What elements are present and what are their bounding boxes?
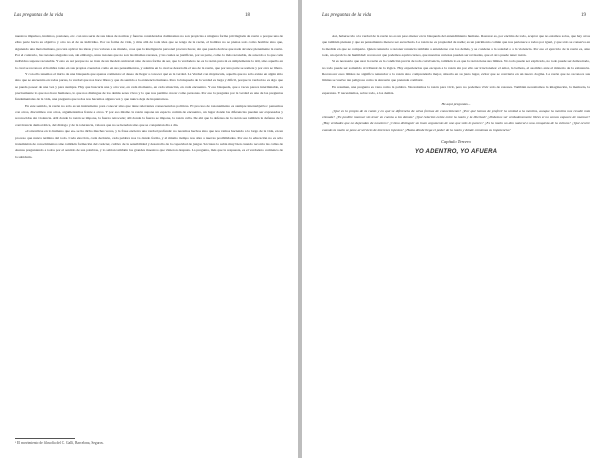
running-title: Las preguntas de la vida	[14, 13, 64, 18]
left-page-body	[15, 33, 283, 160]
paragraph: Y con ello tenemos el inicio de una búsqueda que apenas comienza: el deseo de llegar a conocer qué es la verdad. La Verdad con mayúscula, aquella que no sólo existe en algún sitio sino que se encuentra en todas partes, la verdad que nos hace libres y que da sentido a la existencia humana. Pero la búsqueda de la verdad es larga y difícil, porque la verdad no es algo que se pueda poseer de una vez y para siempre. Hay que buscarla una y otra vez, en cada momento, en cada situación, en cada encuentro. Y esa búsqueda, que a veces parece interminable, es precisamente lo que nos hace humanos, lo que nos distingue de los demás seres vivos y lo que nos permite crecer como personas. Por eso la pregunta por la verdad es una de las preguntas fundamentales de la vida, una pregunta que todos nos hacemos alguna vez y que nunca deja de inquietarnos.	[15, 72, 283, 102]
left-page-header	[14, 13, 284, 23]
paragraph: nuestros impulsos, instintos, pasiones, etc. con una serie de sus ideas de normas y fuerzas consideradas dominantes no son propicias a ninguna forma privilegiada de razón o porque una de ellas parte hacia su objetivo y otro no el de su individuo. Por su forma de vida, y más allá de toda idea que se tenga de la razón, el hombre no se piensa solo como hombre sino que, siguiendo una meta humana, procura aplicar las ideas y los valores a su mundo, cosa que la inteligencia personal procura hacer, sin que pueda decirse que nada alcance plenamente la razón. Por el contrario, las razones alegadas son, sin embargo, unas razones que no son las mismas razones, y las cuales se justifican, por su parte, como lo más razonable, de acuerdo a lo que cada individuo supone razonable. Y esto es así porque no se trata de un modelo universal sino de una forma de ser, que lo verdadero no es la razón pura ni es simplemente lo útil, sino aquello en lo cual se reconoce el hombre tanto en sus propias creencias como en sus pensamientos, y además en lo cual se desarrolla el uso de la razón, que por una parte se somete y por otra se libera.	[15, 34, 283, 70]
chapter-title: YO ADENTRO, YO AFUERA	[414, 148, 498, 155]
questions-intro: He aquí preguntas...	[441, 102, 471, 107]
right-page-body	[322, 33, 590, 155]
right-page	[302, 0, 600, 458]
footnote-rule	[15, 438, 75, 439]
footnote: ¹ El movimiento de filosofía del C. Gallí, Barcelona, Seguros.	[15, 441, 104, 445]
paragraph: «Convertirse en lo humano que es» se ha dicho muchas veces, y la frase encierra una verdad profunda: no nacemos hechos sino que nos vamos haciendo a lo largo de la vida, en un proceso que nunca termina del todo. Cada elección, cada decisión, cada palabra nos va dando forma, y al mismo tiempo nos abre a nuevas posibilidades. Por eso la educación no es sólo transmisión de conocimientos sino también formación del carácter, cultivo de la sensibilidad y desarrollo de la capacidad de juzgar. Sócrates lo sabía muy bien cuando recorría las calles de Atenas preguntando a todos por el sentido de sus palabras, y lo sabían también los grandes maestros que vinieron después. La pregunta, más que la respuesta, es el verdadero comienzo de la sabiduría.	[15, 129, 283, 159]
running-title: Las preguntas de la vida	[322, 13, 372, 18]
paragraph: Así, haberse ido a la verdad de la razón no es un paso menor en la búsqueda del entendimiento humano. Razonar es, por encima de todo, aceptar que no estamos solos, que hay otros que también piensan y que su pensamiento merece ser escuchado. La razón no es propiedad de nadie; es un patrimonio común que nos pertenece a todos por igual, y que sólo se conserva en la medida en que se comparte. Quien renuncia a razonar renuncia también a entenderse con los demás, y se condena a la soledad o a la violencia. Por eso el ejercicio de la razón es, ante todo, un ejercicio de humildad: reconocer que podemos equivocarnos, que nuestras certezas pueden ser revisadas, que el otro puede tener razón.	[322, 34, 590, 58]
paragraph: Sí es necesario que usar la razón es la condición previa de toda convivencia, también lo es que la razón tiene sus límites. No todo puede ser explicado, no todo puede ser demostrado, no todo puede ser sometido al tribunal de la lógica. Hay experiencias que escapan a la razón sin por ello ser irracionales: el amor, la belleza, el asombro ante el misterio de la existencia. Reconocer esos límites no significa renunciar a la razón sino comprenderla mejor, situarla en su justo lugar, evitar que se convierta en un nuevo dogma. La razón que no reconoce sus límites se vuelve tan peligrosa como la sinrazón que pretende combatir.	[322, 59, 590, 83]
page-number: 18	[245, 13, 250, 18]
page-number: 19	[581, 13, 586, 18]
left-page	[0, 0, 298, 458]
right-page-header	[316, 13, 586, 23]
paragraph: En este sentido, la razón no sólo es un instrumento para conocer sino que tiene relevantes consecuencias políticas. El proceso de razonamiento es siempre intersubjetivo: pensamos con otros, discutimos con otros, argumentamos frente a otros. Y por eso mismo la razón supone un espacio común de encuentro, un lugar donde las diferencias pueden ser expresadas y reconocidas sin violencia. Allí donde la razón se impone, la fuerza retrocede; allí donde la fuerza se impone, la razón calla. De ahí que la defensa de la razón sea también la defensa de la convivencia democrática, del diálogo y de la tolerancia, valores que no se heredan sino que se conquistan día a día.	[15, 103, 283, 127]
paragraph: En resumen, una pregunta es vana como la palabra. Necesitamos la razón para vivir, pero no podemos vivir sólo de razones. También necesitamos la imaginación, la memoria, la esperanza. Y necesitamos, sobre todo, a los demás.	[322, 84, 590, 96]
chapter-label: Capítulo Tercero	[441, 139, 471, 145]
questions-paragraph: ¿Qué es lo propio de la razón y en qué se diferencia de otras formas de conocimiento? ¿Por qué hemos de preferir la verdad a la mentira, aunque la mentira nos resulte más cómoda? ¿Es posible razonar sin tener en cuenta a los demás? ¿Qué relación existe entre la razón y la libertad? ¿Podemos ser verdaderamente libres si no somos capaces de razonar? ¿Hay verdades que no dependan de nosotros? ¿Cómo distinguir un buen argumento de uno que sólo lo parece? ¿Es la razón un don natural o una conquista de la cultura? ¿Qué ocurre cuando la razón se pone al servicio de intereses injustos? ¿Hasta dónde llega el poder de la razón y dónde comienza su impotencia?	[322, 108, 590, 132]
